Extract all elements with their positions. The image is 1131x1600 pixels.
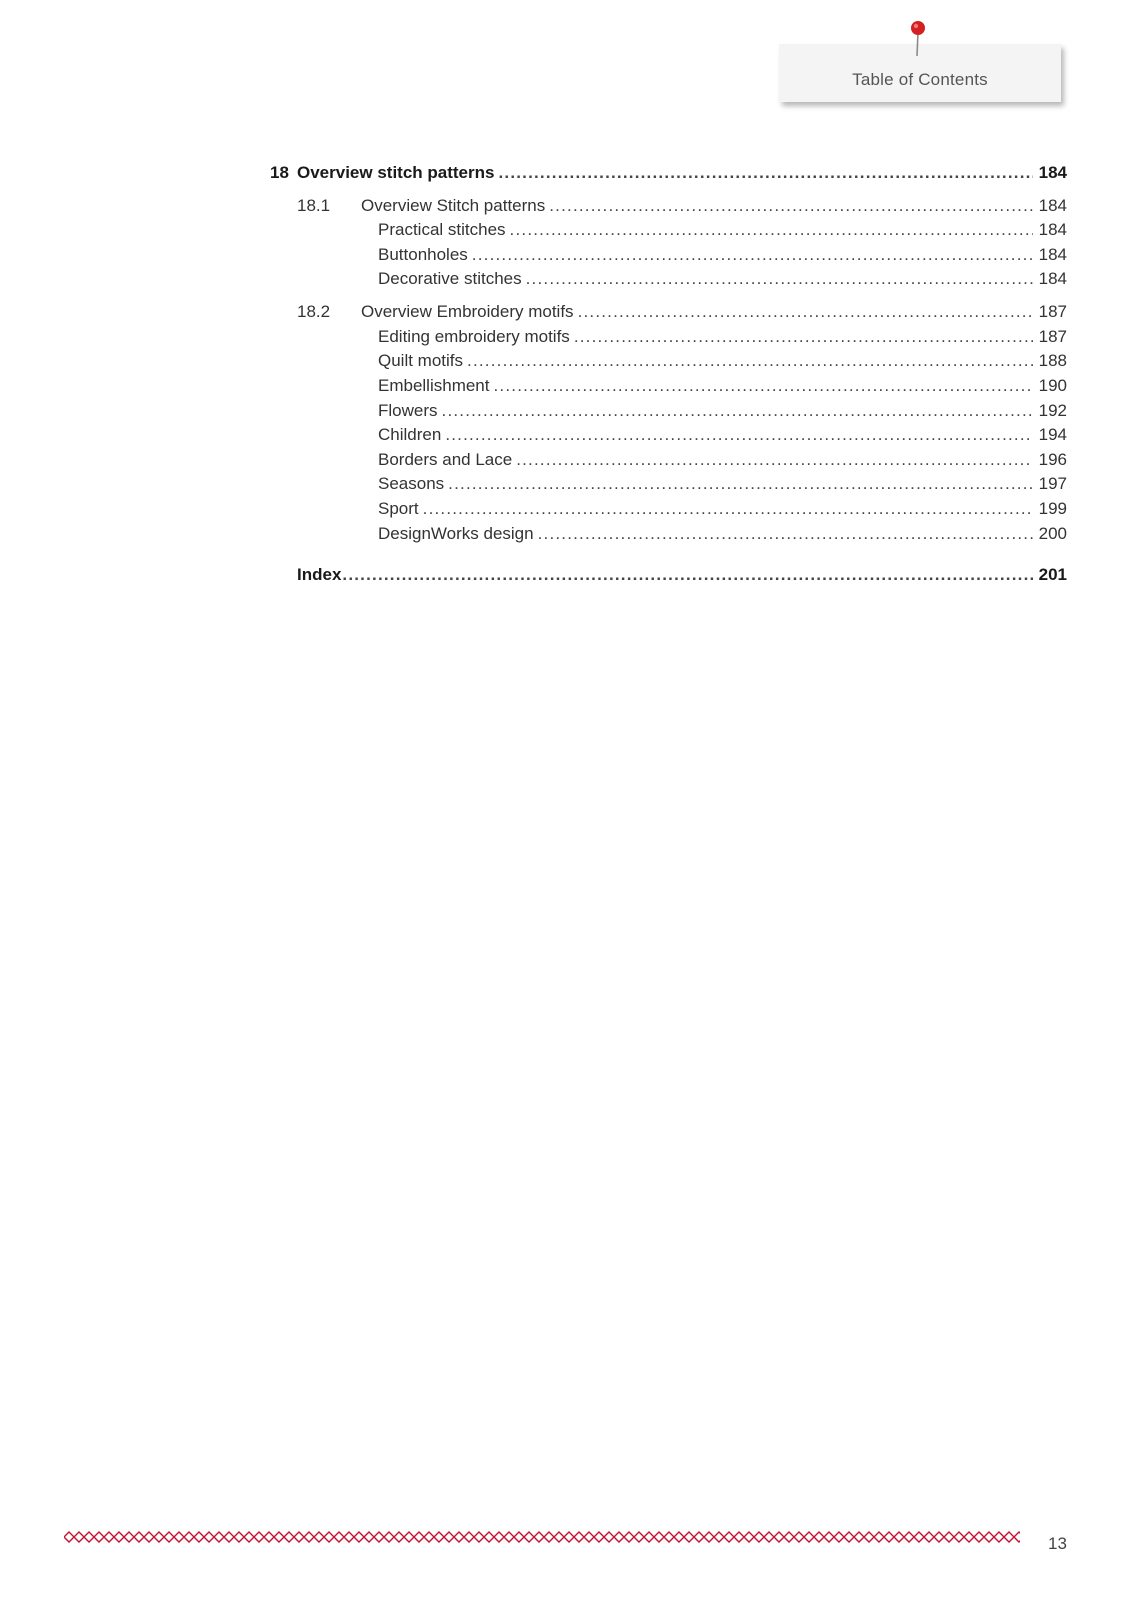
subentry-page: 194 [1038,425,1067,444]
toc-subentry[interactable] [378,351,1067,371]
subentry-title: Borders and Lace [378,450,513,469]
subentry-page: 184 [1038,220,1067,239]
toc-index-entry[interactable] [297,565,1067,585]
leader-dots [472,245,1033,265]
subentry-title: Practical stitches [378,220,506,239]
section-page: 187 [1038,302,1067,321]
toc-subentry[interactable] [378,524,1067,544]
index-title: Index [297,565,342,584]
toc-subentry[interactable] [378,269,1067,289]
subentry-title: Quilt motifs [378,351,464,370]
leader-dots [423,499,1033,519]
toc-chapter-entry[interactable] [297,163,1067,183]
leader-dots [467,351,1033,371]
subentry-page: 190 [1038,376,1067,395]
subentry-page: 192 [1038,401,1067,420]
leader-dots [494,376,1033,396]
section-title: Overview Stitch patterns [361,196,546,215]
index-page: 201 [1038,565,1067,584]
chapter-page: 184 [1038,163,1067,182]
chapter-title: Overview stitch patterns [297,163,495,182]
toc-section-entry[interactable] [361,196,1067,216]
toc-section-entry[interactable] [361,302,1067,322]
toc-subentry[interactable] [378,220,1067,240]
subentry-page: 199 [1038,499,1067,518]
leader-dots [342,565,1032,585]
toc-subentry[interactable] [378,245,1067,265]
chapter-number: 18 [270,163,289,182]
subentry-title: Decorative stitches [378,269,522,288]
subentry-title: Buttonholes [378,245,468,264]
leader-dots [549,196,1032,216]
leader-dots [526,269,1033,289]
toc-subentry[interactable] [378,425,1067,445]
subentry-title: Sport [378,499,419,518]
leader-dots [445,425,1032,445]
section-number: 18.1 [297,196,331,215]
leader-dots [538,524,1033,544]
leader-dots [574,327,1033,347]
toc-subentry[interactable] [378,450,1067,470]
leader-dots [516,450,1032,470]
section-number: 18.2 [297,302,331,321]
section-title: Overview Embroidery motifs [361,302,574,321]
toc-subentry[interactable] [378,474,1067,494]
subentry-title: Editing embroidery motifs [378,327,570,346]
subentry-page: 184 [1038,245,1067,264]
subentry-page: 187 [1038,327,1067,346]
subentry-page: 200 [1038,524,1067,543]
subentry-page: 196 [1038,450,1067,469]
leader-dots [510,220,1033,240]
page-number: 13 [1048,1534,1067,1553]
subentry-title: Children [378,425,442,444]
subentry-page: 184 [1038,269,1067,288]
subentry-title: Flowers [378,401,438,420]
section-tab-label: Table of Contents [852,70,988,89]
toc-subentry[interactable] [378,401,1067,421]
subentry-title: Seasons [378,474,445,493]
leader-dots [448,474,1032,494]
leader-dots [442,401,1033,421]
pushpin-icon [906,18,930,58]
section-page: 184 [1038,196,1067,215]
leader-dots [498,163,1032,183]
toc-subentry[interactable] [378,499,1067,519]
subentry-title: Embellishment [378,376,490,395]
leader-dots [578,302,1033,322]
subentry-title: DesignWorks design [378,524,534,543]
subentry-page: 188 [1038,351,1067,370]
stitch-border-decoration [64,1530,1020,1544]
toc-subentry[interactable] [378,376,1067,396]
toc-subentry[interactable] [378,327,1067,347]
subentry-page: 197 [1038,474,1067,493]
